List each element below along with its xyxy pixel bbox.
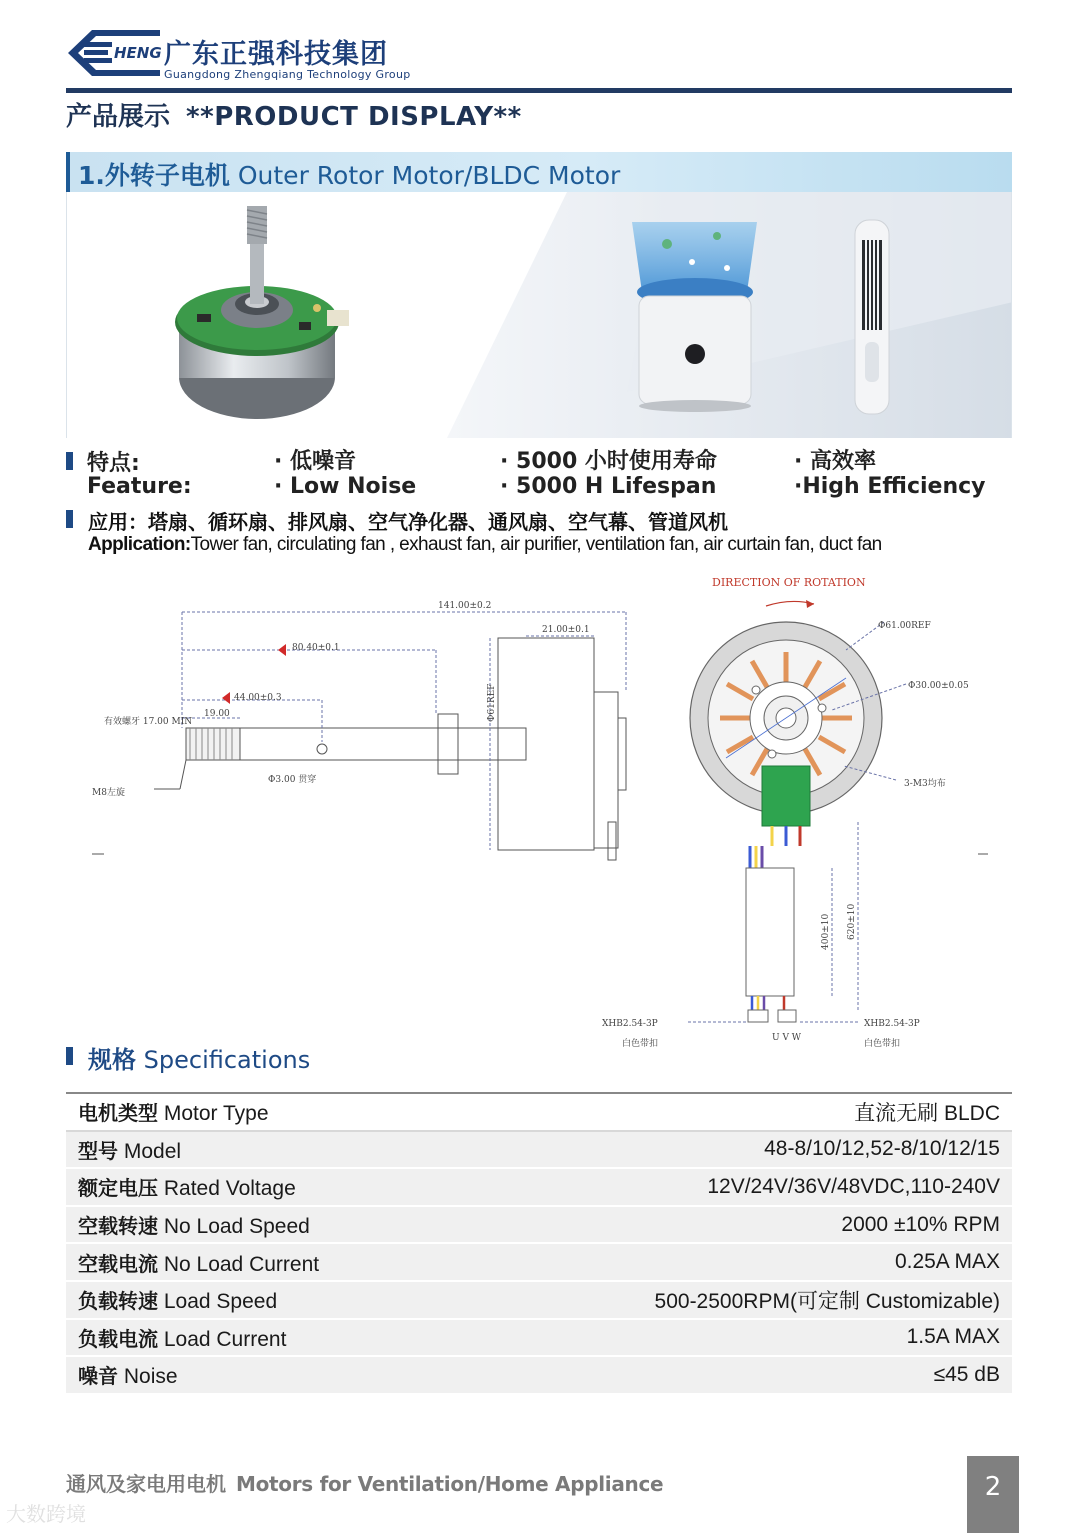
feature-low-noise-en: · Low Noise xyxy=(274,474,417,499)
spec-title xyxy=(88,1040,310,1075)
spec-value: 48-8/10/12,52-8/10/12/15 xyxy=(764,1137,1000,1161)
heading-en: **PRODUCT DISPLAY** xyxy=(186,102,522,132)
spec-row-no-load-current xyxy=(66,1244,1012,1282)
dim-shaft-length-1: 80.40±0.1 xyxy=(292,643,340,653)
section-title-en: Outer Rotor Motor/BLDC Motor xyxy=(237,161,621,190)
spec-label-en: Rated Voltage xyxy=(163,1177,296,1201)
connector-left-label: XHB2.54-3P xyxy=(602,1019,658,1029)
footer-caption xyxy=(66,1468,663,1497)
application-en xyxy=(88,534,882,556)
dim-overall-length: 141.00±0.2 xyxy=(438,601,492,611)
spec-row-rated-voltage xyxy=(66,1169,1012,1207)
dim-thread-effective: 有效螺牙 17.00 MIN xyxy=(104,717,193,727)
dim-shaft-length-2: 44.00±0.3 xyxy=(234,693,282,703)
connector-right-label: XHB2.54-3P xyxy=(864,1019,920,1029)
spec-table xyxy=(66,1092,1012,1395)
rotation-label: DIRECTION OF ROTATION xyxy=(712,576,866,589)
watermark: 大数跨境 xyxy=(6,1502,86,1526)
feature-lifespan-cn: · 5000 小时使用寿命 xyxy=(500,449,717,474)
logo-mark-text: HENG xyxy=(114,44,162,62)
spec-label-en: Noise xyxy=(123,1365,178,1389)
feature-label-en: Feature: xyxy=(87,474,192,499)
footer-caption-cn: 通风及家电用电机 xyxy=(66,1472,226,1496)
spec-label-cn: 噪音 xyxy=(78,1364,118,1389)
page-number: 2 xyxy=(967,1456,1019,1533)
spec-label-cn: 电机类型 xyxy=(78,1101,158,1126)
feature-label-cn: 特点: xyxy=(87,451,140,476)
heading-cn: 产品展示 xyxy=(66,102,171,132)
spec-value: 12V/24V/36V/48VDC,110-240V xyxy=(707,1174,1000,1198)
application-bullet xyxy=(66,510,73,528)
spec-label-en: No Load Current xyxy=(163,1252,320,1276)
feature-efficiency-cn: · 高效率 xyxy=(794,449,877,474)
spec-label-cn: 负载转速 xyxy=(78,1289,158,1314)
connector-right-sub: 白色带扣 xyxy=(864,1039,901,1049)
tower-fan-icon xyxy=(855,220,889,414)
spec-value: 直流无刷 BLDC xyxy=(854,1101,1000,1125)
spec-row-load-current xyxy=(66,1320,1012,1358)
air-purifier-icon xyxy=(632,222,757,412)
spec-title-en: Specifications xyxy=(143,1046,311,1074)
spec-row-noise xyxy=(66,1357,1012,1395)
spec-label-en: No Load Speed xyxy=(163,1215,310,1239)
footer-caption-en: Motors for Ventilation/Home Appliance xyxy=(236,1472,664,1496)
application-en-label: Application: xyxy=(88,534,191,555)
header-rule xyxy=(66,88,1012,93)
spec-label-cn: 型号 xyxy=(78,1138,118,1163)
spec-label-cn: 空载电流 xyxy=(78,1251,158,1276)
thread-label: M8左旋 xyxy=(92,788,125,798)
spec-value: 2000 ±10% RPM xyxy=(841,1212,1000,1236)
spec-value: 1.5A MAX xyxy=(906,1325,1000,1349)
dim-thread-end: 19.00 xyxy=(204,709,230,719)
feature-efficiency-en: ·High Efficiency xyxy=(794,474,986,499)
dim-body-length: 21.00±0.1 xyxy=(542,625,590,635)
spec-label-en: Model xyxy=(123,1139,182,1163)
company-logo xyxy=(66,28,426,84)
spec-label-en: Load Current xyxy=(163,1327,287,1351)
spec-title-cn: 规格 xyxy=(88,1046,136,1074)
product-hero-image xyxy=(66,192,1012,438)
logo-mark-icon xyxy=(66,28,162,78)
spec-row-no-load-speed xyxy=(66,1207,1012,1245)
spec-label-cn: 负载电流 xyxy=(78,1326,158,1351)
application-cn: 应用：塔扇、循环扇、排风扇、空气净化器、通风扇、空气幕、管道风机 xyxy=(88,510,728,534)
side-view-drawing xyxy=(86,592,646,872)
spec-row-load-speed xyxy=(66,1282,1012,1320)
section-title-bar xyxy=(66,152,1012,192)
dim-outer-diameter: Φ61.00REF xyxy=(878,621,931,631)
spec-row-model xyxy=(66,1132,1012,1170)
feature-low-noise-cn: · 低噪音 xyxy=(274,449,357,474)
company-name-en: Guangdong Zhengqiang Technology Group xyxy=(164,68,411,81)
spec-label-en: Load Speed xyxy=(163,1290,278,1314)
spec-label-cn: 额定电压 xyxy=(78,1176,158,1201)
spec-row-motor-type xyxy=(66,1094,1012,1132)
spec-value: 0.25A MAX xyxy=(894,1250,1000,1274)
spec-value: 500-2500RPM(可定制 Customizable) xyxy=(654,1289,1000,1313)
company-name-cn: 广东正强科技集团 xyxy=(164,39,388,70)
feature-bullet xyxy=(66,452,73,470)
spec-bullet xyxy=(66,1047,73,1065)
phase-labels: U V W xyxy=(772,1033,802,1043)
page-heading xyxy=(66,96,522,133)
dim-lead-length-1: 400±10 xyxy=(821,913,831,950)
dim-mount-holes: 3-M3均布 xyxy=(904,779,946,789)
dim-lead-length-2: 620±10 xyxy=(847,903,857,940)
application-en-text: Tower fan, circulating fan , exhaust fan, air purifier, ventilation fan, air curtain fan, duct fan xyxy=(190,534,882,555)
dim-diameter: Φ61REF xyxy=(487,683,497,722)
spec-label-en: Motor Type xyxy=(163,1102,269,1126)
dim-hub-diameter: Φ30.00±0.05 xyxy=(908,681,969,691)
section-title-cn: 1.外转子电机 xyxy=(78,161,230,190)
spec-label-cn: 空载转速 xyxy=(78,1214,158,1239)
feature-lifespan-en: · 5000 H Lifespan xyxy=(500,474,717,499)
motor-product-icon xyxy=(175,206,349,419)
spec-value: ≤45 dB xyxy=(933,1362,1000,1386)
connector-left-sub: 白色带扣 xyxy=(622,1039,659,1049)
dim-hole: Φ3.00 贯穿 xyxy=(268,775,317,785)
front-view-drawing xyxy=(596,570,1000,1054)
